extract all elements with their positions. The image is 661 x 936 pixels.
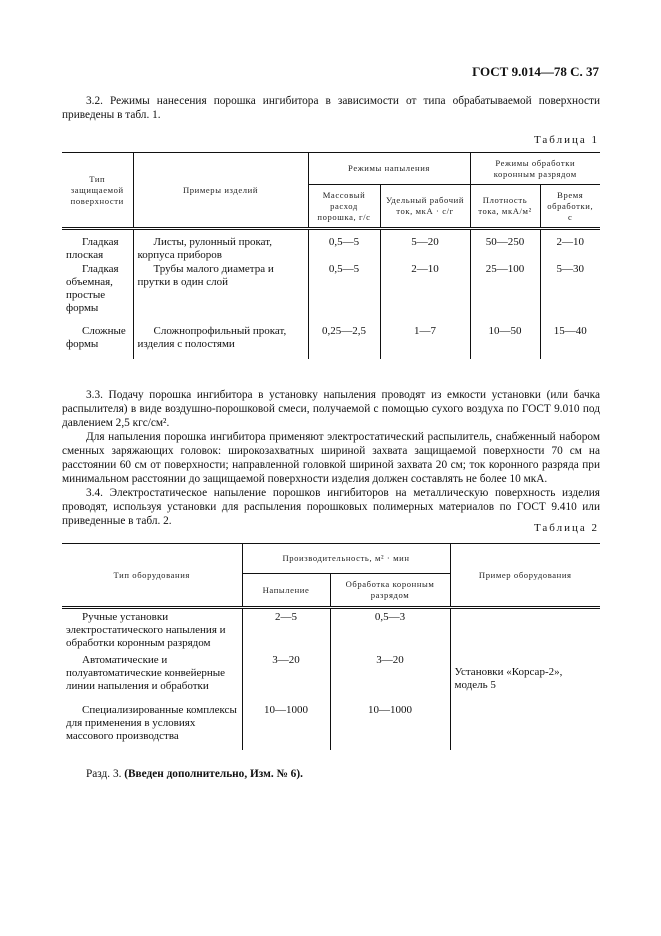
cell-mass: 0,5—5 [308,229,380,263]
footer-amendment: (Введен дополнительно, Изм. № 6). [124,768,303,780]
cell-time: 2—10 [540,229,600,263]
cell-type: Автоматические и полуавтоматические конвейерные линии напыления и обработки [66,653,226,692]
cell-spray: 3—20 [242,654,330,704]
cell-time: 15—40 [540,325,600,359]
table-2 [62,543,600,750]
table-row [62,263,600,325]
th-time: Время обработки, с [540,185,600,229]
th-corona: Обработка коронным разрядом [330,574,450,608]
cell-type: Специализированные комплексы для применения в условиях массового производства [66,703,237,742]
cell-corona: 10—1000 [330,704,450,750]
cell-time: 5—30 [540,263,600,325]
cell-examples: Трубы малого диаметра и прутки в один слой [133,263,308,325]
paragraphs-3-3-3-4 [62,388,600,528]
page-header: ГОСТ 9.014—78 С. 37 [472,64,599,79]
th-spray: Напыление [242,574,330,608]
cell-specific: 1—7 [380,325,470,359]
th-mass: Массовый расход порошка, г/с [308,185,380,229]
footer-prefix: Разд. 3. [86,768,125,780]
cell-type: Ручные установки электростатического напыления и обработки коронным разрядом [66,611,226,649]
cell-examples: Сложнопрофильный прокат, изделия с полостями [133,325,308,359]
paragraph-text: 3.2. Режимы нанесения порошка ингибитора в зависимости от типа обрабатываемой поверхности приведены в табл. 1. [62,95,600,121]
paragraph-3-3-b: Для напыления порошка ингибитора применяют электростатический распылитель, снабженный набором сменных заряжающих головок: широкозахватных шириной захвата защищаемой поверхности 70 см на расстоянии 60 см от поверхности; направленной головкой шириной захвата 20 см; ток коронного разряда при минимальном расстоянии до защищаемой поверхности изделия должен составлять не более 10 мкА. [62,431,600,485]
th-spray: Режимы напыления [308,153,470,185]
cell-type: Гладкая плоская [66,236,119,261]
cell-density: 10—50 [470,325,540,359]
paragraph-3-3: 3.3. Подачу порошка ингибитора в установку напыления проводят из емкости установки (или бачка распылителя) в виде воздушно-порошковой смеси, получаемой с помощью сухого воздуха по ГОСТ 9.010 под давлением 2,5 кгс/см². [62,389,600,429]
cell-spray: 2—5 [242,608,330,654]
cell-density: 50—250 [470,229,540,263]
cell-type: Гладкая объемная, простые формы [66,262,119,314]
th-type: Тип защищаемой поверхности [62,153,133,229]
paragraph-3-4: 3.4. Электростатическое напыление порошков ингибиторов на металлическую поверхность изделия проводят, используя установки для распыления порошковых полимерных материалов по ГОСТ 9.410 или приведенные в табл. 2. [62,487,600,527]
cell-mass: 0,25—2,5 [308,325,380,359]
th-examples: Примеры изделий [133,153,308,229]
th-specific: Удельный рабочий ток, мкА · с/г [380,185,470,229]
table-1 [62,152,600,359]
footer-note [86,768,303,780]
th-equipment-type: Тип оборудования [62,544,242,608]
cell-specific: 2—10 [380,263,470,325]
cell-corona: 0,5—3 [330,608,450,654]
th-example: Пример оборудования [450,544,600,608]
table2-caption: Таблица 2 [533,522,599,534]
cell-type: Сложные формы [66,324,126,350]
table1-caption: Таблица 1 [533,134,599,146]
table-row [62,608,600,654]
paragraph-3-2 [62,94,600,122]
th-corona: Режимы обработки коронным разрядом [470,153,600,185]
cell-density: 25—100 [470,263,540,325]
cell-mass: 0,5—5 [308,263,380,325]
th-performance: Производительность, м² · мин [242,544,450,574]
cell-corona: 3—20 [330,654,450,704]
cell-example: Установки «Корсар-2», модель 5 [450,608,600,750]
table-row [62,229,600,263]
cell-specific: 5—20 [380,229,470,263]
th-density: Плотность тока, мкА/м² [470,185,540,229]
cell-spray: 10—1000 [242,704,330,750]
table-row [62,325,600,359]
cell-examples: Листы, рулонный прокат, корпуса приборов [133,229,308,263]
